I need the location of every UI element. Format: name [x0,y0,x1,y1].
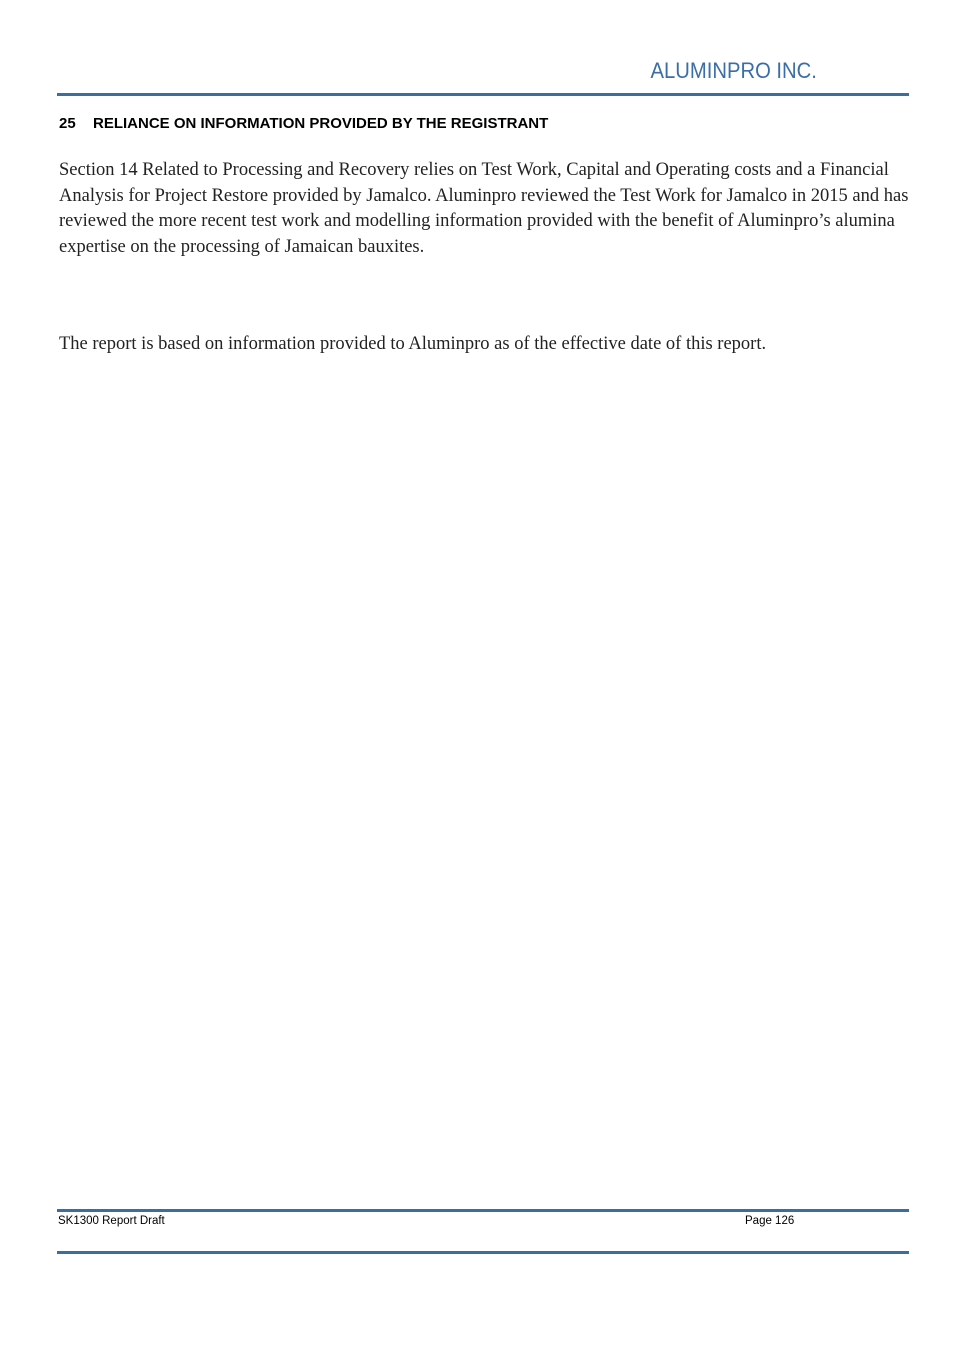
section-number: 25 [59,115,76,132]
footer-page-number: Page 126 [745,1215,795,1227]
section-title: RELIANCE ON INFORMATION PROVIDED BY THE REGISTRANT [93,115,549,132]
company-name-header: ALUMINPRO INC. [650,58,817,83]
footer-divider-top [57,1209,909,1212]
header-divider [57,93,909,96]
section-heading [59,115,548,132]
body-paragraph: The report is based on information provided to Aluminpro as of the effective date of this report. [59,334,767,354]
footer-divider-bottom [57,1251,909,1254]
footer-document-label: SK1300 Report Draft [58,1215,165,1227]
body-paragraph: Section 14 Related to Processing and Recovery relies on Test Work, Capital and Operating costs and a Financial Analysis for Project Restore provided by Jamalco. Aluminpro reviewed the Test Work for Jamalco in 2015 and has reviewed the more recent test work and modelling information provided with the benefit of Aluminpro’s alumina expertise on the processing of Jamaican bauxites. [59,160,909,257]
